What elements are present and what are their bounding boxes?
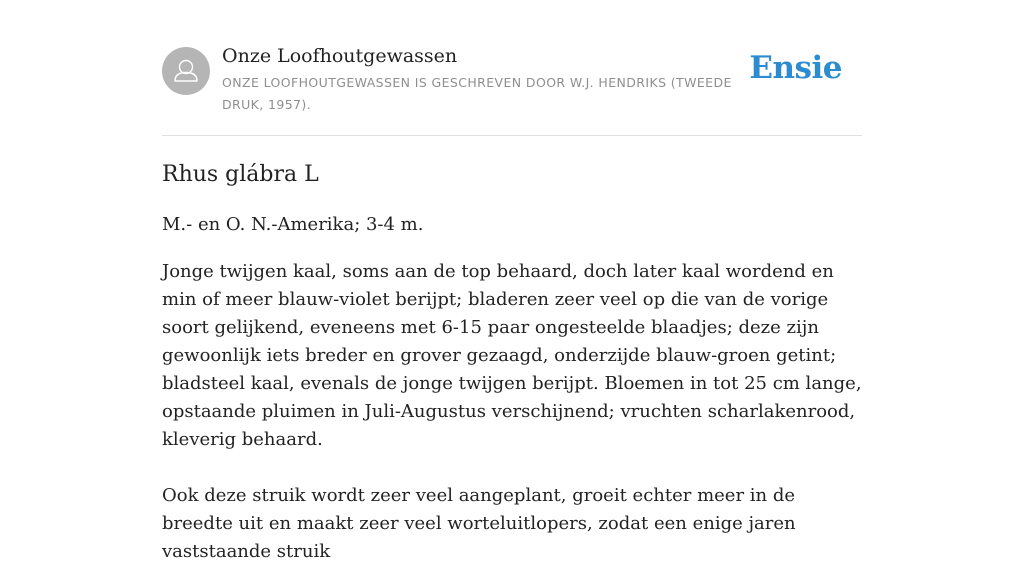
brand-logo[interactable]: Ensie — [749, 50, 842, 86]
entry-paragraph-description: Jonge twijgen kaal, soms aan de top behaard, doch later kaal wordend en min of meer blauw-violet berijpt; bladeren zeer veel op die van de vorige soort gelijkend, eveneens met 6-15 paar ongesteelde blaadjes; deze zijn gewoonlijk iets breder en grover gezaagd, onderzijde blauw-groen getint; bladsteel kaal, evenals de jonge twijgen berijpt. Bloemen in tot 25 cm lange, opstaande pluimen in Juli-Augustus verschijnend; vruchten scharlakenrood, kleverig behaard. — [162, 261, 862, 450]
entry-paragraph-origin: M.- en O. N.-Amerika; 3-4 m. — [162, 214, 424, 235]
avatar — [162, 47, 210, 95]
entry-content — [162, 160, 862, 566]
entry-paragraph-cultivation: Ook deze struik wordt zeer veel aangeplant, groeit echter meer in de breedte uit en maakt zeer veel worteluitlopers, zodat een enige jaren vaststaande struik — [162, 485, 796, 562]
entry-title: Rhus glábra L — [162, 162, 319, 187]
book-description: ONZE LOOFHOUTGEWASSEN IS GESCHREVEN DOOR W.J. HENDRIKS (TWEEDE DRUK, 1957). — [222, 75, 732, 112]
book-header — [162, 0, 862, 136]
book-title[interactable]: Onze Loofhoutgewassen — [222, 45, 458, 67]
user-icon — [162, 47, 210, 95]
page — [162, 0, 862, 562]
